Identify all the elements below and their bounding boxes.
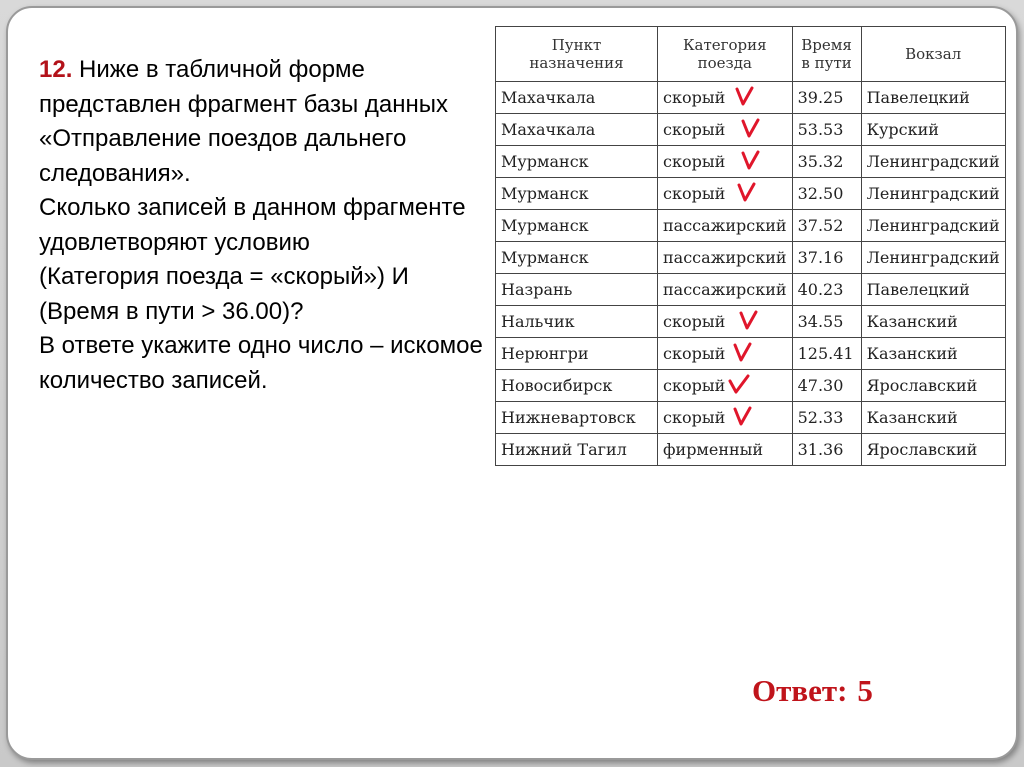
cell-station — [861, 242, 1005, 274]
cell-time-text: 39.25 — [797, 88, 844, 107]
cell-destination — [496, 114, 658, 146]
cell-category — [658, 274, 793, 306]
slide — [6, 6, 1018, 760]
cell-time-text: 31.36 — [797, 440, 844, 459]
cell-station-text: Казанский — [866, 312, 958, 331]
cell-time — [792, 146, 861, 178]
check-mark-icon — [740, 148, 762, 172]
cell-category — [658, 242, 793, 274]
table-row — [496, 178, 1006, 210]
cell-destination — [496, 434, 658, 466]
cell-destination — [496, 402, 658, 434]
cell-category-text: скорый — [663, 88, 726, 107]
cell-category-text: скорый — [663, 344, 726, 363]
check-mark-icon — [728, 372, 750, 396]
cell-destination — [496, 210, 658, 242]
cell-category-text: пассажирский — [663, 248, 787, 267]
cell-destination — [496, 338, 658, 370]
cell-time — [792, 210, 861, 242]
cell-time — [792, 274, 861, 306]
cell-destination — [496, 242, 658, 274]
cell-time — [792, 242, 861, 274]
cell-destination-text: Назрань — [501, 280, 573, 299]
cell-time-text: 125.41 — [797, 344, 854, 363]
cell-category — [658, 82, 793, 114]
cell-category-text: пассажирский — [663, 216, 787, 235]
cell-time-text: 53.53 — [797, 120, 844, 139]
cell-station-text: Ярославский — [866, 440, 978, 459]
cell-category-text: скорый — [663, 312, 726, 331]
cell-station — [861, 114, 1005, 146]
cell-category-text: скорый — [663, 376, 726, 395]
cell-station-text: Павелецкий — [866, 88, 970, 107]
cell-station — [861, 370, 1005, 402]
header-destination: Пункт назначения — [496, 27, 658, 82]
table-row — [496, 210, 1006, 242]
cell-station — [861, 82, 1005, 114]
table-row — [496, 274, 1006, 306]
cell-category-text: скорый — [663, 152, 726, 171]
check-mark-icon — [736, 180, 758, 204]
cell-category-text: скорый — [663, 184, 726, 203]
cell-category — [658, 146, 793, 178]
table-row — [496, 82, 1006, 114]
cell-time — [792, 370, 861, 402]
cell-destination-text: Мурманск — [501, 152, 589, 171]
header-category: Категория поезда — [658, 27, 793, 82]
cell-time — [792, 306, 861, 338]
cell-station — [861, 402, 1005, 434]
cell-time — [792, 434, 861, 466]
cell-category-text: пассажирский — [663, 280, 787, 299]
cell-destination — [496, 146, 658, 178]
cell-station-text: Курский — [866, 120, 939, 139]
table-body — [496, 82, 1006, 466]
cell-station-text: Ленинградский — [866, 184, 1000, 203]
cell-category-text: скорый — [663, 120, 726, 139]
cell-time — [792, 338, 861, 370]
cell-category — [658, 178, 793, 210]
table-row — [496, 338, 1006, 370]
cell-destination — [496, 306, 658, 338]
cell-station — [861, 178, 1005, 210]
header-time: Время в пути — [792, 27, 861, 82]
check-mark-icon — [734, 84, 756, 108]
cell-station-text: Ленинградский — [866, 152, 1000, 171]
cell-category — [658, 434, 793, 466]
cell-category — [658, 402, 793, 434]
cell-station — [861, 210, 1005, 242]
cell-time — [792, 82, 861, 114]
cell-station-text: Ленинградский — [866, 248, 1000, 267]
table-row — [496, 434, 1006, 466]
cell-time-text: 47.30 — [797, 376, 844, 395]
cell-station-text: Ленинградский — [866, 216, 1000, 235]
cell-destination-text: Новосибирск — [501, 376, 613, 395]
cell-category-text: скорый — [663, 408, 726, 427]
cell-time — [792, 114, 861, 146]
cell-time-text: 37.16 — [797, 248, 844, 267]
cell-time-text: 34.55 — [797, 312, 844, 331]
table-row — [496, 370, 1006, 402]
cell-category — [658, 210, 793, 242]
cell-station — [861, 306, 1005, 338]
cell-time-text: 40.23 — [797, 280, 844, 299]
header-station: Вокзал — [861, 27, 1005, 82]
table-row — [496, 146, 1006, 178]
cell-time-text: 52.33 — [797, 408, 844, 427]
cell-destination-text: Нальчик — [501, 312, 575, 331]
check-mark-icon — [740, 116, 762, 140]
cell-category — [658, 306, 793, 338]
cell-station-text: Казанский — [866, 344, 958, 363]
cell-destination-text: Махачкала — [501, 120, 596, 139]
cell-station — [861, 274, 1005, 306]
cell-station — [861, 434, 1005, 466]
cell-category — [658, 338, 793, 370]
cell-time-text: 37.52 — [797, 216, 844, 235]
check-mark-icon — [738, 308, 760, 332]
cell-destination — [496, 370, 658, 402]
cell-station-text: Павелецкий — [866, 280, 970, 299]
table-header-row — [496, 27, 1006, 82]
cell-destination-text: Мурманск — [501, 184, 589, 203]
cell-time — [792, 178, 861, 210]
answer-label: Ответ: — [752, 673, 848, 708]
check-mark-icon — [732, 404, 754, 428]
cell-destination-text: Нижневартовск — [501, 408, 636, 427]
question-number: 12. — [39, 56, 73, 83]
table-row — [496, 114, 1006, 146]
question-text — [39, 53, 494, 398]
cell-destination-text: Махачкала — [501, 88, 596, 107]
cell-category — [658, 370, 793, 402]
cell-destination — [496, 274, 658, 306]
cell-destination-text: Мурманск — [501, 248, 589, 267]
cell-category — [658, 114, 793, 146]
cell-destination — [496, 178, 658, 210]
cell-category-text: фирменный — [663, 440, 764, 459]
cell-station-text: Ярославский — [866, 376, 978, 395]
cell-destination — [496, 82, 658, 114]
cell-destination-text: Нерюнгри — [501, 344, 589, 363]
cell-station-text: Казанский — [866, 408, 958, 427]
table-row — [496, 402, 1006, 434]
cell-time-text: 32.50 — [797, 184, 844, 203]
cell-station — [861, 146, 1005, 178]
answer — [752, 673, 873, 709]
check-mark-icon — [732, 340, 754, 364]
cell-destination-text: Мурманск — [501, 216, 589, 235]
cell-time-text: 35.32 — [797, 152, 844, 171]
table-row — [496, 242, 1006, 274]
answer-value: 5 — [857, 673, 873, 708]
question-body: Ниже в табличной форме представлен фрагмент базы данных «Отправление поездов дальнего следования». Сколько записей в данном фрагменте удовлетворяют условию (Категория поезда = «скорый») И (Время в пути > 36.00)? В ответе укажите одно число – искомое количество записей. — [39, 56, 483, 394]
cell-time — [792, 402, 861, 434]
cell-destination-text: Нижний Тагил — [501, 440, 627, 459]
table-row — [496, 306, 1006, 338]
train-table — [495, 26, 1006, 466]
cell-station — [861, 338, 1005, 370]
